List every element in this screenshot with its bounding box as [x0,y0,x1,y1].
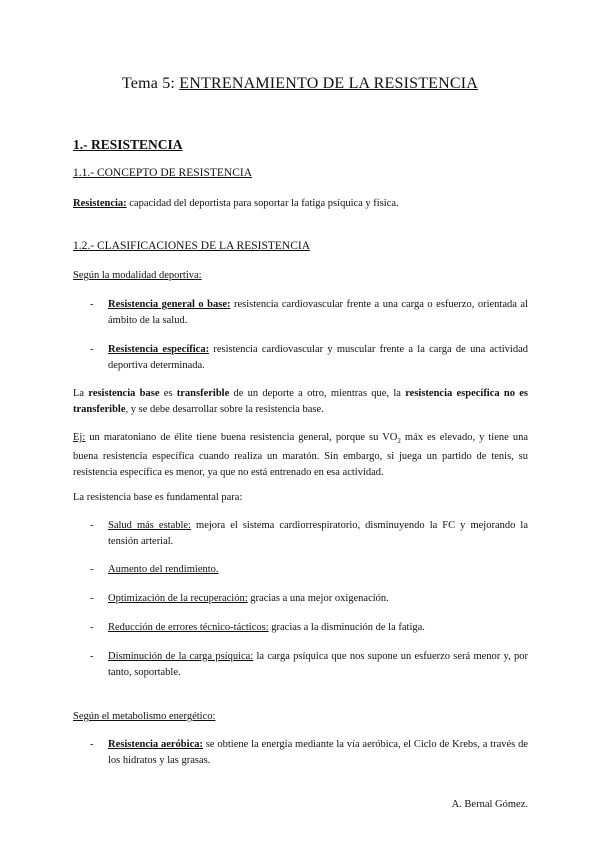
fundamental-intro: La resistencia base es fundamental para: [73,492,243,503]
list-item [90,297,528,329]
list-dash: - [90,344,94,355]
list-item [90,342,528,374]
definition-text: capacidad del deportista para soportar la fatiga psíquica y física. [126,198,399,209]
benefit-term: Aumento del rendimiento. [108,564,219,575]
definition-term: Resistencia: [73,198,127,209]
list-dash: - [90,622,94,633]
benefit-text: mejora el sistema cardiorrespiratorio, disminuyendo la FC y mejorando la tensión arterial. [108,520,528,547]
item-text: se obtiene la energía mediante la vía aeróbica, el Ciclo de Krebs, a través de los hidratos y las grasas. [108,739,528,766]
list-item [90,562,528,578]
transfer-text: de un deporte a otro, mientras que, la [229,388,406,399]
subsection-heading-clasificaciones: 1.2.- CLASIFICACIONES DE LA RESISTENCIA [73,240,311,252]
list-item [90,737,528,769]
benefit-term: Optimización de la recuperación: [108,593,248,604]
item-text: resistencia cardiovascular frente a una carga o esfuerzo, orientada al ámbito de la salud. [108,299,528,326]
example-paragraph [73,430,528,481]
benefit-term: Disminución de la carga psíquica: [108,651,254,662]
list-item [90,649,528,681]
section-heading-resistencia: 1.- RESISTENCIA [73,137,183,152]
list-dash: - [90,564,94,575]
transfer-text: La [73,388,89,399]
benefit-text: gracias a la disminución de la fatiga. [268,622,425,633]
metabolismo-label: Según el metabolismo energético: [73,711,216,722]
item-term: Resistencia general o base: [108,299,231,310]
transfer-text: es [159,388,177,399]
list-item [90,591,528,607]
list-dash: - [90,520,94,531]
example-text-cont: máx es elevado, y tiene una buena resistencia específica cuando realiza un maratón. Sin embargo, si juega un partido de tenis, su resistencia específica es menor, ya que no está entrenado en esa actividad. [73,432,528,479]
transfer-strong: resistencia base [88,388,160,399]
transfer-strong: resistencia específica no es transferible [73,388,528,415]
list-dash: - [90,593,94,604]
page-title [0,75,600,93]
benefit-text: la carga psíquica que nos supone un esfuerzo será menor y, por tanto, soportable. [108,651,528,678]
item-text: resistencia cardiovascular y muscular frente a la carga de una actividad deportiva determinada. [108,344,528,371]
list-item [90,620,528,636]
list-item [90,518,528,550]
modalidad-label: Según la modalidad deportiva: [73,270,202,281]
benefit-term: Reducción de errores técnico-tácticos: [108,622,269,633]
list-dash: - [90,651,94,662]
subsection-heading-concepto: 1.1.- CONCEPTO DE RESISTENCIA [73,167,253,179]
transfer-strong: transferible [176,388,230,399]
example-text: un maratoniano de élite tiene buena resistencia general, porque su VO [85,432,398,443]
example-label: Ej: [73,432,86,443]
example-subscript: 2 [397,437,401,446]
benefit-text: gracias a una mejor oxigenación. [247,593,389,604]
benefit-term: Salud más estable: [108,520,191,531]
title-main: ENTRENAMIENTO DE LA RESISTENCIA [179,75,479,92]
list-dash: - [90,739,94,750]
definition-paragraph [73,196,528,212]
transfer-text: , y se debe desarrollar sobre la resistencia base. [125,404,324,415]
title-prefix: Tema 5: [121,75,176,92]
item-term: Resistencia específica: [108,344,210,355]
footer-author: A. Bernal Gómez. [451,799,528,810]
transfer-paragraph [73,386,528,418]
item-term: Resistencia aeróbica: [108,739,203,750]
list-dash: - [90,299,94,310]
